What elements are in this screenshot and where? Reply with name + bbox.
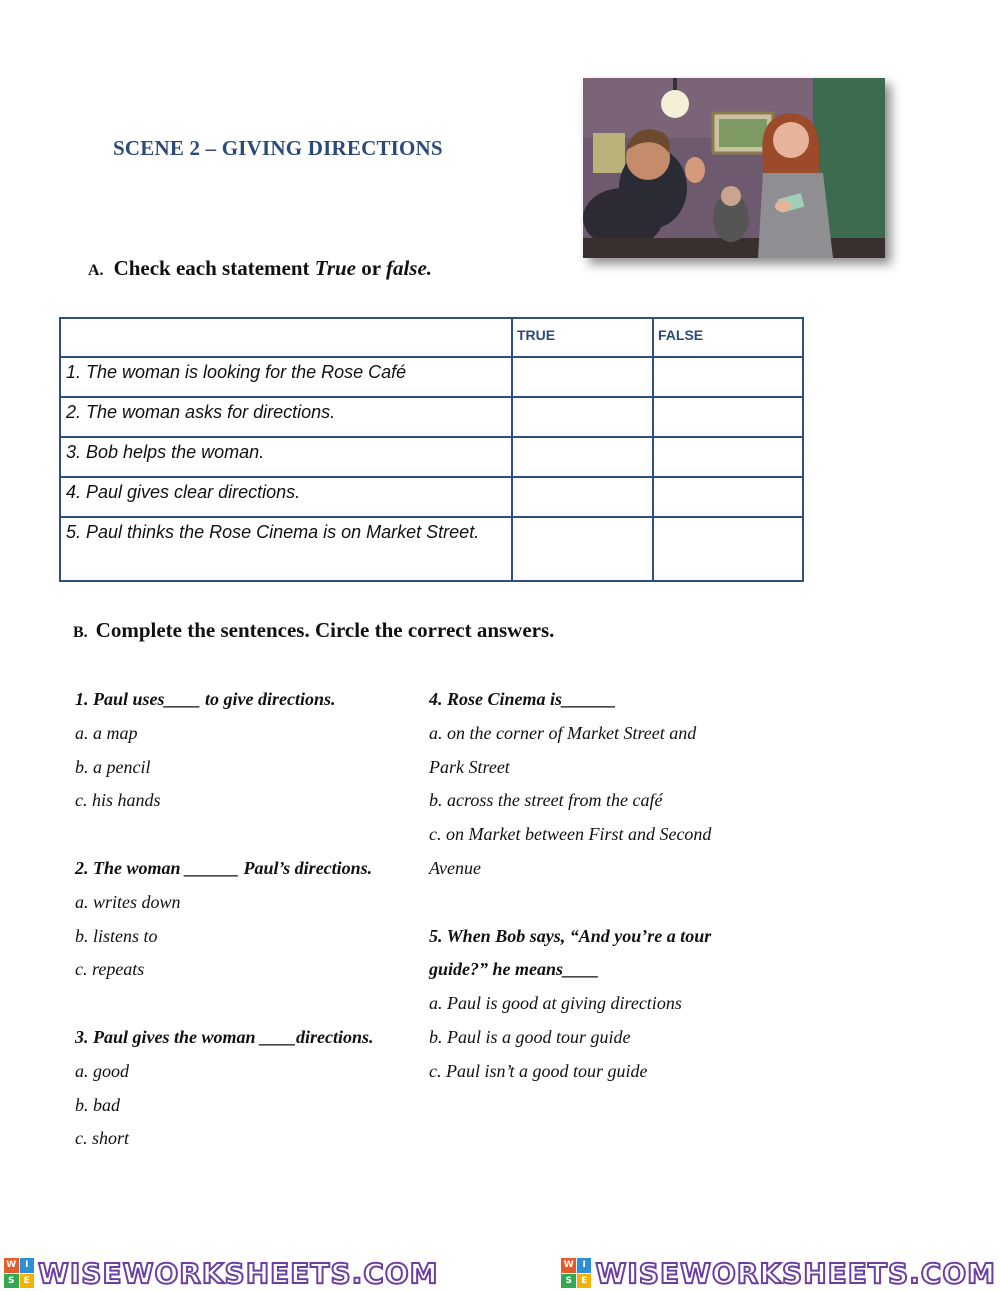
logo-icon-letter: S — [561, 1274, 576, 1289]
logo-text: WISEWORKSHEETS.COM — [38, 1256, 439, 1290]
true-cell[interactable] — [512, 397, 653, 437]
logo — [4, 1257, 439, 1290]
false-cell[interactable] — [653, 357, 803, 397]
option[interactable]: a. writes down — [75, 891, 181, 912]
question-5-continued: guide?” he means____ — [429, 959, 600, 980]
true-cell[interactable] — [512, 517, 653, 581]
true-cell[interactable] — [512, 477, 653, 517]
logo-icon-letter: I — [577, 1258, 592, 1273]
false-cell[interactable] — [653, 517, 803, 581]
section-b-letter: B. — [73, 624, 88, 641]
option[interactable]: c. on Market between First and Second — [429, 824, 712, 845]
header-true: TRUE — [512, 318, 653, 357]
option[interactable]: c. Paul isn’t a good tour guide — [429, 1060, 648, 1081]
logo-icon-letter: W — [561, 1258, 576, 1273]
table-header-row — [60, 318, 803, 357]
true-word: True — [314, 256, 356, 280]
header-statement — [60, 318, 512, 357]
spacer — [75, 820, 374, 854]
option[interactable]: a. Paul is good at giving directions — [429, 993, 682, 1014]
logo-icon — [4, 1258, 34, 1288]
table-row — [60, 517, 803, 581]
statement-cell: 3. Bob helps the woman. — [60, 437, 512, 477]
header-false: FALSE — [653, 318, 803, 357]
logo-icon-letter: S — [4, 1274, 19, 1289]
table-row — [60, 357, 803, 397]
option-continued[interactable]: Avenue — [429, 857, 481, 878]
section-b-heading — [73, 618, 554, 643]
option[interactable]: a. good — [75, 1060, 129, 1081]
statement-cell: 5. Paul thinks the Rose Cinema is on Market Street. — [60, 517, 512, 581]
option[interactable]: b. bad — [75, 1094, 120, 1115]
option-continued[interactable]: Park Street — [429, 756, 510, 777]
option[interactable]: c. short — [75, 1128, 129, 1149]
questions-left-column — [75, 685, 374, 1158]
spacer — [429, 888, 711, 922]
logo-icon-letter: I — [20, 1258, 35, 1273]
footer-watermark — [0, 1255, 1000, 1291]
statement-cell: 2. The woman asks for directions. — [60, 397, 512, 437]
logo — [561, 1257, 996, 1290]
or-word: or — [356, 256, 386, 280]
false-cell[interactable] — [653, 397, 803, 437]
true-false-table — [59, 317, 804, 582]
scene-photo — [583, 78, 885, 258]
question-1: 1. Paul uses____ to give directions. — [75, 689, 336, 709]
questions-right-column — [429, 685, 711, 1091]
option[interactable]: b. across the street from the café — [429, 790, 663, 811]
logo-icon-letter: E — [577, 1274, 592, 1289]
table-row — [60, 397, 803, 437]
question-3: 3. Paul gives the woman ____directions. — [75, 1026, 374, 1047]
logo-text: WISEWORKSHEETS.COM — [595, 1256, 996, 1290]
logo-icon-letter: E — [20, 1274, 35, 1289]
question-2: 2. The woman ______ Paul’s directions. — [75, 857, 373, 878]
false-cell[interactable] — [653, 437, 803, 477]
true-cell[interactable] — [512, 357, 653, 397]
question-5: 5. When Bob says, “And you’re a tour — [429, 925, 712, 946]
option[interactable]: b. a pencil — [75, 756, 151, 777]
question-4: 4. Rose Cinema is______ — [429, 689, 617, 709]
statement-cell: 1. The woman is looking for the Rose Café — [60, 357, 512, 397]
option[interactable]: a. on the corner of Market Street and — [429, 722, 697, 743]
table-row — [60, 477, 803, 517]
true-cell[interactable] — [512, 437, 653, 477]
section-b-text: Complete the sentences. Circle the correct answers. — [95, 618, 555, 642]
option[interactable]: c. his hands — [75, 790, 161, 811]
option[interactable]: a. a map — [75, 722, 138, 743]
spacer — [75, 989, 374, 1023]
option[interactable]: c. repeats — [75, 959, 145, 980]
false-cell[interactable] — [653, 477, 803, 517]
statement-cell: 4. Paul gives clear directions. — [60, 477, 512, 517]
section-a-letter: A. — [88, 262, 104, 279]
logo-icon — [561, 1258, 591, 1288]
option[interactable]: b. Paul is a good tour guide — [429, 1026, 631, 1047]
section-a-text: Check each statement — [113, 256, 315, 280]
table-row — [60, 437, 803, 477]
section-a-heading — [88, 256, 432, 281]
option[interactable]: b. listens to — [75, 925, 158, 946]
false-word: false. — [385, 256, 433, 280]
logo-icon-letter: W — [4, 1258, 19, 1273]
worksheet-title: SCENE 2 – GIVING DIRECTIONS — [113, 136, 443, 160]
